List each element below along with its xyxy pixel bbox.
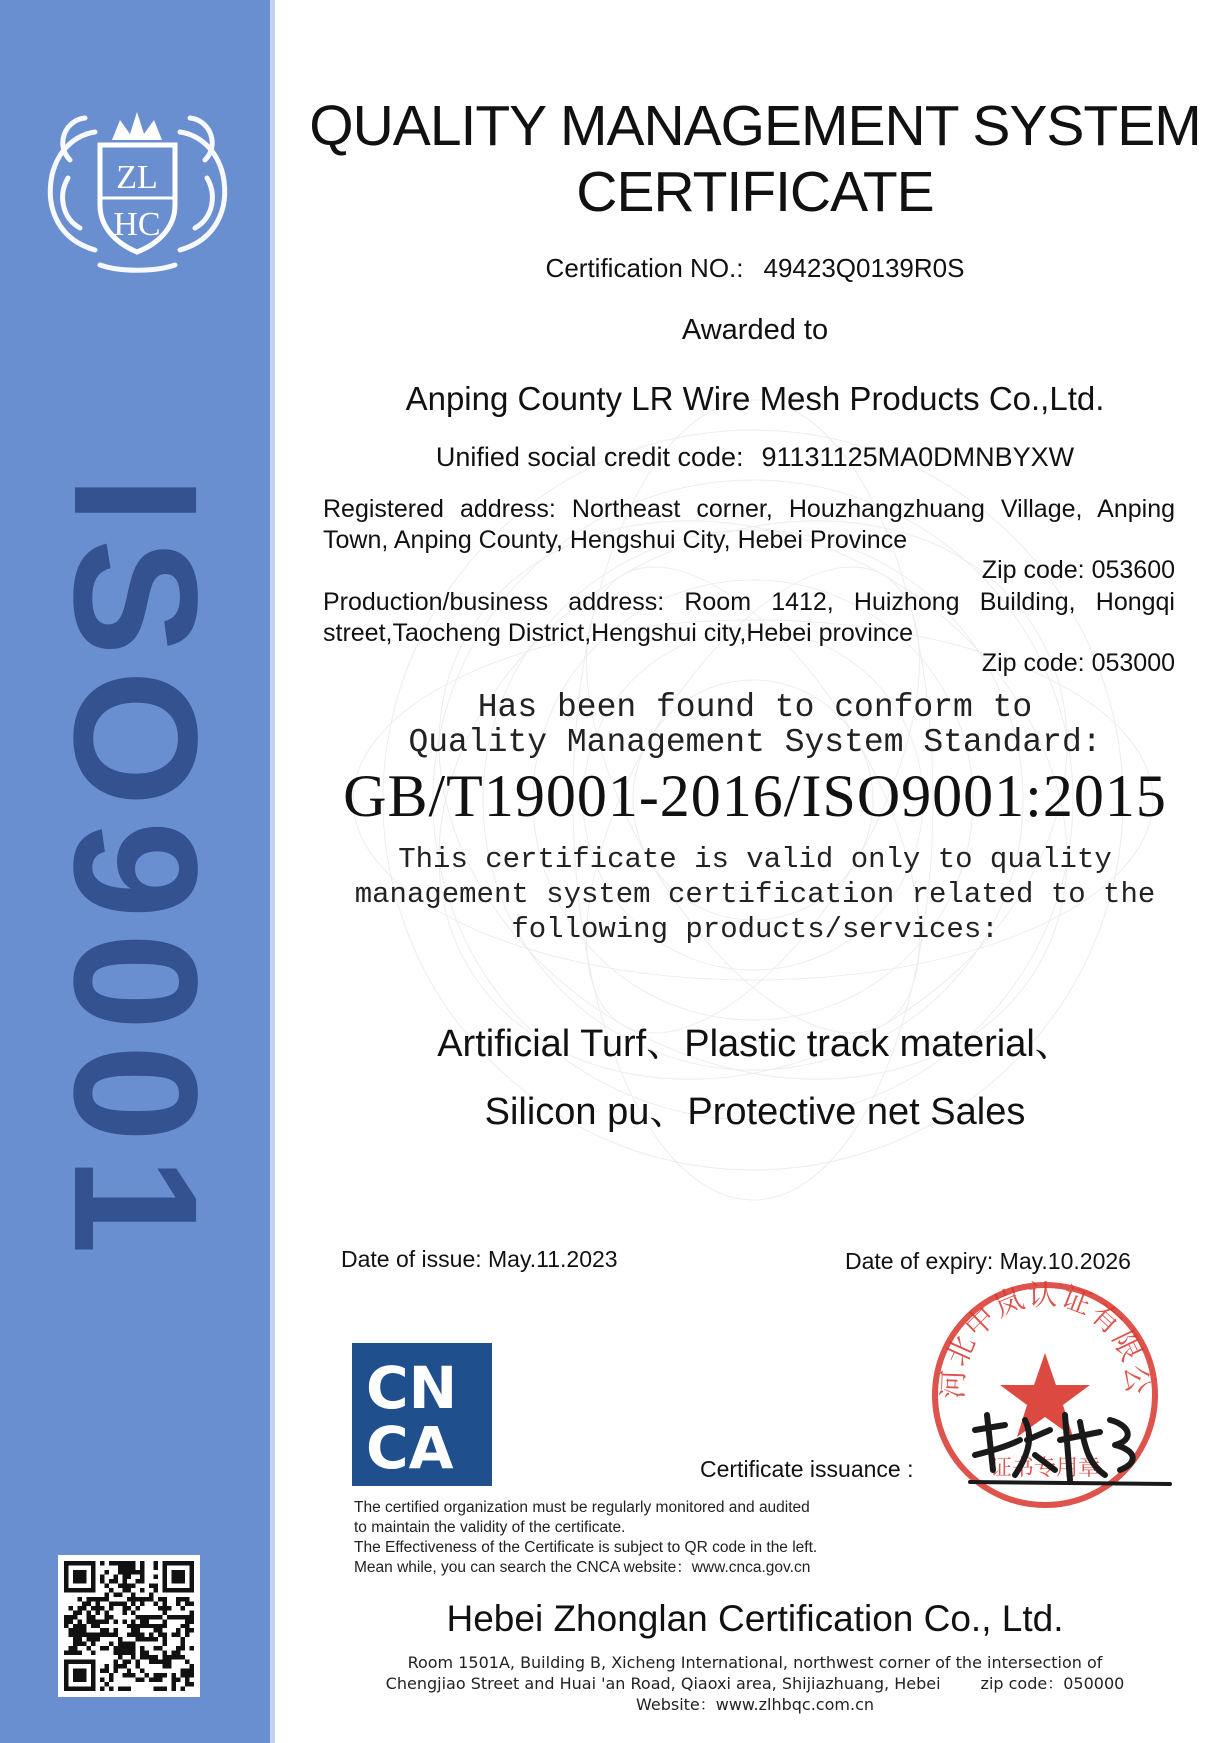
validity-statement [300,842,1210,947]
issuer-website[interactable]: Website：www.zlhbqc.com.cn [635,1695,875,1714]
issuer-name: Hebei Zhonglan Certification Co., Ltd. [446,1598,1064,1639]
conformity-statement [300,690,1210,760]
qr-code-icon [64,1561,194,1691]
notice-line-3: The Effectiveness of the Certificate is subject to QR code in the left. [354,1539,818,1556]
issuer-address-line-2: Chengjiao Street and Huai 'an Road, Qiaoxi area, Shijiazhuang, Hebei [385,1674,941,1693]
issue-date: Date of issue: May.11.2023 [341,1246,618,1272]
cnca-logo-top: CN [366,1354,458,1422]
scope-line-1: Artificial Turf、Plastic track material、 [437,1023,1073,1065]
stamp-bottom-text: 证书专用章 [989,1456,1101,1481]
expiry-date: Date of expiry: May.10.2026 [845,1248,1131,1274]
zlhc-crest-logo [40,100,235,275]
credit-code [300,442,1210,473]
cnca-logo-bottom: CA [366,1414,454,1482]
registered-address: Registered address: Northeast corner, Houzhangzhuang Village, Anping Town, Anping County, Hengshui City, Hebei Province [323,495,1175,554]
conform-line-2: Quality Management System Standard: [408,724,1102,761]
production-address: Production/business address: Room 1412, Huizhong Building, Hongqi street,Taocheng District,Hengshui city,Hebei province [323,588,1175,647]
notice-line-1: The certified organization must be regularly monitored and audited [354,1499,810,1516]
certificate-title [300,93,1210,225]
production-zip: Zip code: 053000 [981,649,1175,677]
certification-number [300,253,1210,284]
scope-line-2: Silicon pu、Protective net Sales [484,1091,1026,1133]
verification-qr-code[interactable] [58,1555,200,1697]
cert-no-label: Certification NO.: [545,253,744,283]
credit-code-value: 91131125MA0DMNBYXW [761,442,1075,472]
valid-line-2: management system certification related to the [354,878,1156,911]
issuer-zip: zip code：050000 [980,1674,1125,1693]
valid-line-3: following products/services: [511,913,999,946]
standard-code: GB/T19001-2016/ISO9001:2015 [343,763,1167,829]
handwritten-signature [965,1400,1175,1490]
registered-zip: Zip code: 053600 [981,556,1175,584]
issuer-address-line-1: Room 1501A, Building B, Xicheng International, northwest corner of the intersection of [407,1653,1103,1672]
title-line-1: QUALITY MANAGEMENT SYSTEM [309,94,1201,158]
credit-code-label: Unified social credit code: [435,442,744,472]
notice-line-4: Mean while, you can search the CNCA website：www.cnca.gov.cn [354,1559,811,1576]
logo-text-bottom: HC [113,206,161,243]
logo-text-top: ZL [116,159,158,196]
valid-line-1: This certificate is valid only to quality [398,843,1112,876]
certificate-issuance-label: Certificate issuance : [700,1456,914,1482]
title-line-2: CERTIFICATE [576,160,934,224]
stamp-arc-text: 河北中岚认证有限公 [935,1277,1155,1400]
issuer-footer [300,1652,1210,1715]
notice-line-2: to maintain the validity of the certificate. [354,1519,626,1536]
cert-no-value: 49423Q0139R0S [763,253,965,283]
cnca-logo [352,1343,492,1486]
validity-notice [354,1498,914,1578]
vertical-iso-text: ISO9001 [37,475,233,1269]
conform-line-1: Has been found to conform to [477,689,1033,726]
company-name: Anping County LR Wire Mesh Products Co.,Ltd. [405,380,1105,417]
awarded-to-label: Awarded to [681,314,829,346]
